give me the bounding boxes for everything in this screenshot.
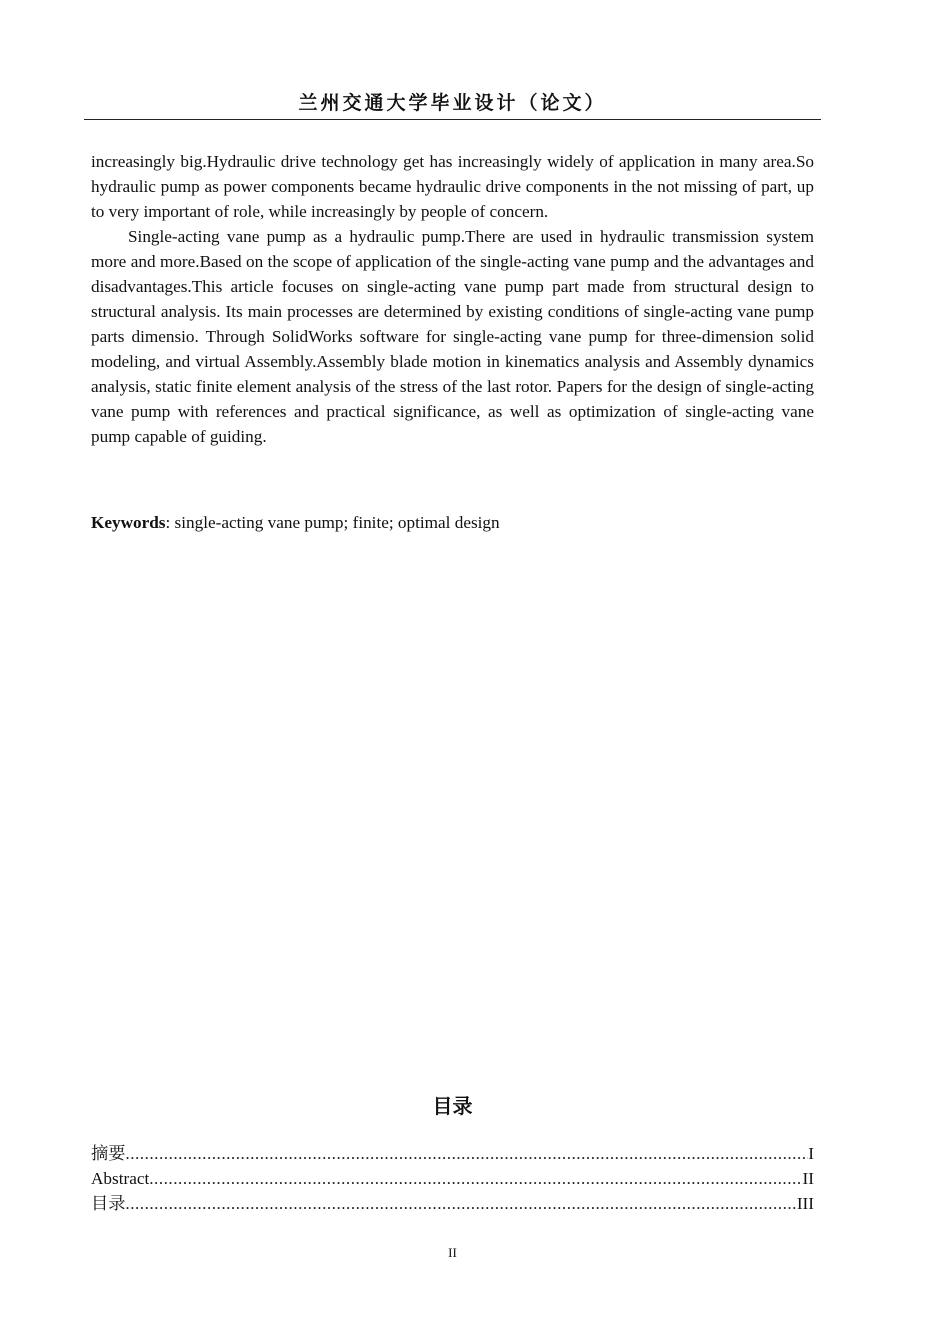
abstract-paragraph-2: Single-acting vane pump as a hydraulic pump.There are used in hydraulic transmission system more and more.Based on the scope of application of the single-acting vane pump and the advantages and disadvantages.This article focuses on single-acting vane pump part made from structural design to structural analysis. Its main processes are determined by existing conditions of single-acting vane pump parts dimensio. Through SolidWorks software for single-acting vane pump for three-dimension solid modeling, and virtual Assembly.Assembly blade motion in kinematics analysis and Assembly dynamics analysis, static finite element analysis of the stress of the last rotor. Papers for the design of single-acting vane pump with references and practical significance, as well as optimization of single-acting vane pump capable of guiding. bbox=[91, 227, 814, 446]
toc-entry-abstract-cn[interactable] bbox=[91, 1141, 814, 1166]
toc-entry-title: Abstract bbox=[91, 1169, 150, 1188]
toc-entry-abstract-en[interactable] bbox=[91, 1166, 814, 1191]
abstract-paragraph-1: increasingly big.Hydraulic drive technology get has increasingly widely of application in many area.So hydraulic pump as power components became hydraulic drive components in the not missing of part, up to very important of role, while increasingly by people of concern. bbox=[91, 152, 814, 221]
toc-dot-leader bbox=[125, 1191, 796, 1216]
toc-entry-page: I bbox=[808, 1144, 814, 1163]
toc-entry-title: 摘要 bbox=[91, 1144, 126, 1163]
page-number: II bbox=[448, 1245, 457, 1260]
toc-entry-contents[interactable] bbox=[91, 1191, 814, 1216]
toc-entry-page: III bbox=[796, 1194, 814, 1213]
header-title: 兰州交通大学毕业设计（论文） bbox=[298, 92, 607, 114]
toc-dot-leader bbox=[125, 1141, 808, 1166]
page-header bbox=[84, 88, 821, 120]
keywords-label: Keywords bbox=[91, 513, 166, 532]
toc-entry-title: 目录 bbox=[91, 1194, 126, 1213]
toc-dot-leader bbox=[149, 1166, 802, 1191]
toc-heading: 目录 bbox=[432, 1094, 473, 1118]
keywords-value: : single-acting vane pump; finite; optimal design bbox=[165, 513, 500, 532]
toc-list bbox=[91, 1141, 814, 1216]
keywords-line bbox=[91, 510, 814, 535]
toc-entry-page: II bbox=[802, 1169, 814, 1188]
